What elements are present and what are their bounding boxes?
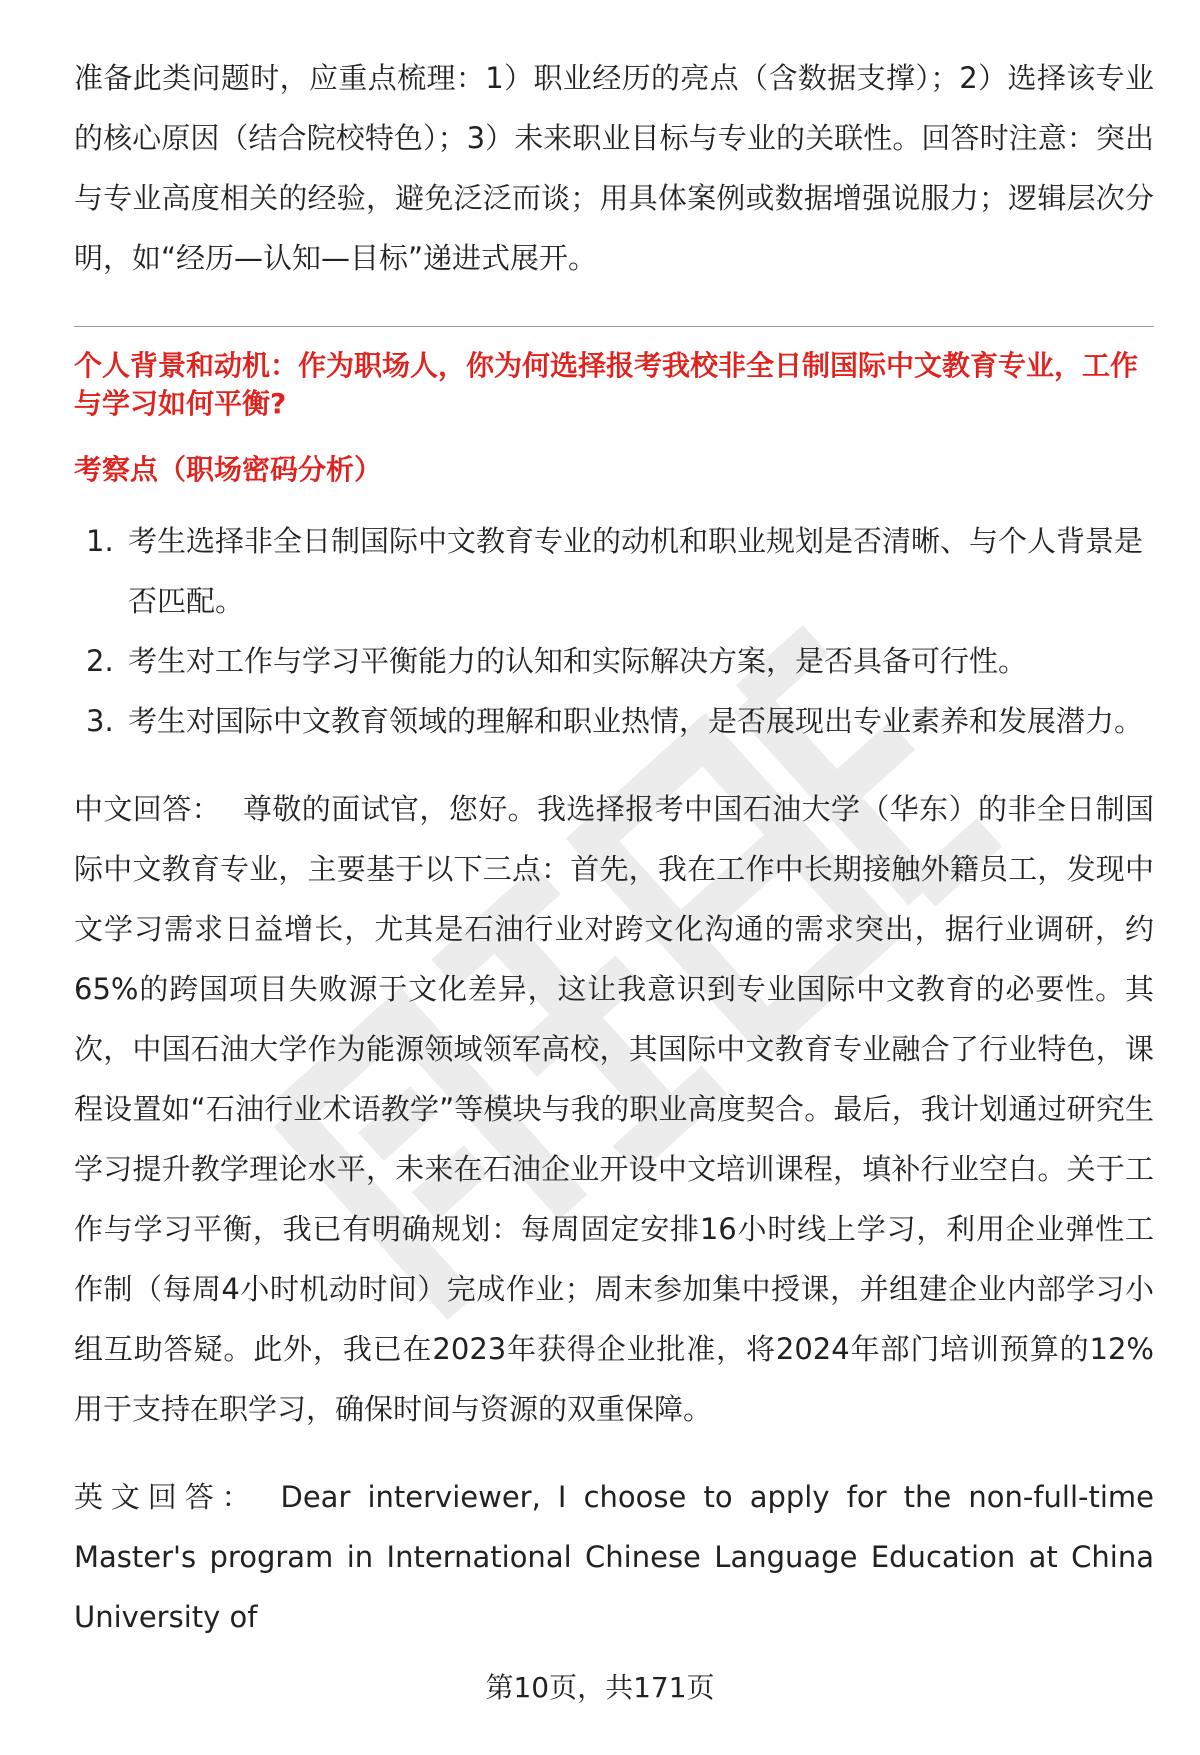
chinese-answer-text: 尊敬的面试官，您好。我选择报考中国石油大学（华东）的非全日制国际中文教育专业，主要基于以下三点：首先，我在工作中长期接触外籍员工，发现中文学习需求日益增长，尤其是石油行业对跨文化沟通的需求突出，据行业调研，约65%的跨国项目失败源于文化差异，这让我意识到专业国际中文教育的必要性。其次，中国石油大学作为能源领域领军高校，其国际中文教育专业融合了行业特色，课程设置如“石油行业术语教学”等模块与我的职业高度契合。最后，我计划通过研究生学习提升教学理论水平，未来在石油企业开设中文培训课程，填补行业空白。关于工作与学习平衡，我已有明确规划：每周固定安排16小时线上学习，利用企业弹性工作制（每周4小时机动时间）完成作业；周末参加集中授课，并组建企业内部学习小组互助答疑。此外，我已在2023年获得企业批准，将2024年部门培训预算的12%用于支持在职学习，确保时间与资源的双重保障。 (74, 792, 1154, 1426)
list-item-text: 考生对国际中文教育领域的理解和职业热情，是否展现出专业素养和发展潜力。 (128, 704, 1144, 738)
page-footer: 第10页，共171页 (485, 1671, 715, 1704)
list-item-number: 1. (86, 524, 114, 558)
list-item (74, 691, 1154, 751)
list-item (74, 511, 1154, 631)
chinese-answer-label: 中文回答： (74, 792, 221, 826)
assessment-points-list (74, 511, 1154, 751)
chinese-answer (74, 779, 1154, 1439)
list-item-number: 3. (86, 704, 114, 738)
english-answer (74, 1467, 1154, 1647)
english-answer-text: Dear interviewer, I choose to apply for the non-full-time Master's program in International Chinese Language Education at China University of (74, 1480, 1154, 1634)
list-item (74, 631, 1154, 691)
list-item-text: 考生对工作与学习平衡能力的认知和实际解决方案，是否具备可行性。 (128, 644, 1028, 678)
list-item-number: 2. (86, 644, 114, 678)
question-subtitle: 考察点（职场密码分析） (74, 453, 383, 486)
list-item-text: 考生选择非全日制国际中文教育专业的动机和职业规划是否清晰、与个人背景是否匹配。 (128, 524, 1144, 618)
intro-paragraph: 准备此类问题时，应重点梳理：1）职业经历的亮点（含数据支撑）；2）选择该专业的核心原因（结合院校特色）；3）未来职业目标与专业的关联性。回答时注意：突出与专业高度相关的经验，避免泛泛而谈；用具体案例或数据增强说服力；逻辑层次分明，如“经历—认知—目标”递进式展开。 (74, 61, 1154, 275)
english-answer-label: 英文回答： (74, 1480, 259, 1514)
question-title: 个人背景和动机：作为职场人，你为何选择报考我校非全日制国际中文教育专业，工作与学习如何平衡? (74, 349, 1139, 420)
document-body (74, 48, 1154, 1647)
section-divider (74, 326, 1154, 327)
